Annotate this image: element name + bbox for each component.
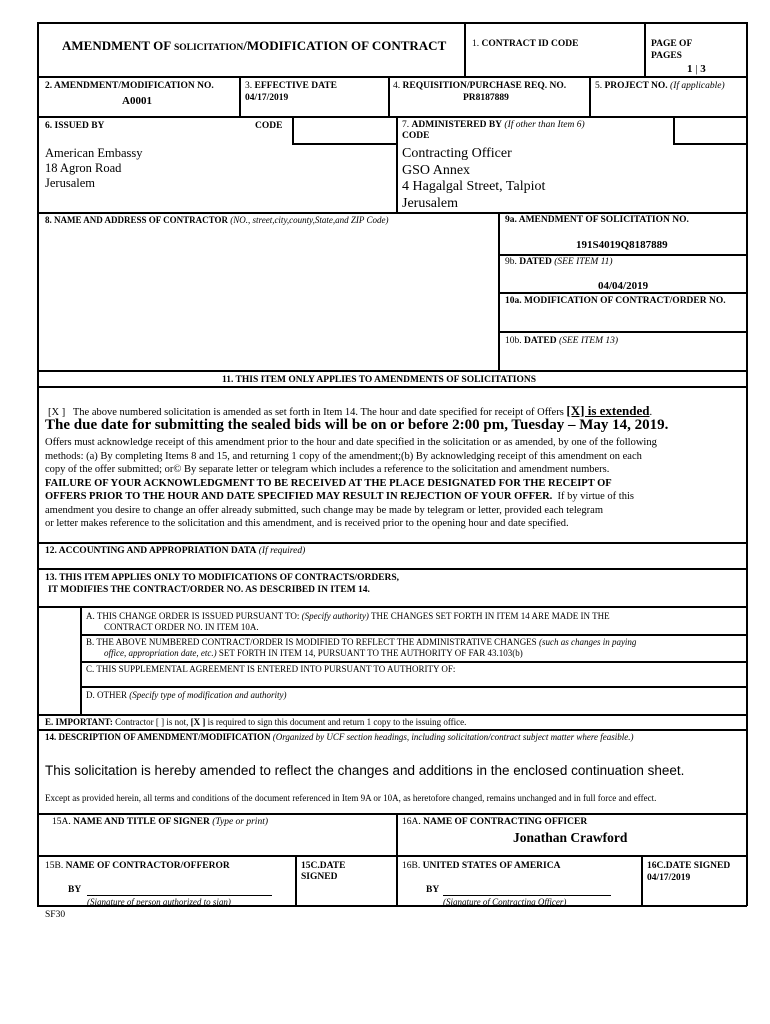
except-clause: Except as provided herein, all terms and conditions of the document referenced in Item 9A or 10A, as heretofore changed, remains unchanged and in full force and effect. [45, 793, 657, 803]
admin-line: Jerusalem [402, 195, 458, 211]
by-label-officer: BY [426, 885, 440, 895]
issued-by-address [45, 146, 143, 191]
description-text: 14. DESCRIPTION OF AMENDMENT/MODIFICATION [45, 732, 271, 742]
officer-date-value: 04/17/2019 [647, 873, 691, 883]
officer-date-label: 16C.DATE SIGNED [647, 861, 731, 871]
item13-b-text2: SET FORTH IN ITEM 14, PURSUANT TO THE AUTHORITY OF FAR 43.103(b) [218, 648, 523, 658]
contractor-note: (NO., street,city,county,State,and ZIP Code) [230, 215, 389, 225]
description-label [45, 732, 634, 743]
eff-date-label [245, 81, 337, 92]
item13-a[interactable] [86, 611, 610, 633]
para-line: copy of the offer submitted; or© By separate letter or telegram which includes a reference to the solicitation and amendment numbers. [45, 464, 610, 475]
dated-10b-text: DATED [524, 336, 557, 346]
page-label: PAGE OF [651, 39, 693, 49]
form-title [62, 38, 446, 54]
item13-b-text: B. THE ABOVE NUMBERED CONTRACT/ORDER IS MODIFIED TO REFLECT THE ADMINISTRATIVE CHANGES [86, 637, 537, 647]
amend-sol-value: 191S4019Q8187889 [576, 239, 668, 251]
s15b-num: 15B. [45, 861, 64, 871]
item13-a-text3: CONTRACT ORDER NO. IN ITEM 10A. [104, 622, 259, 632]
admin-note: (If other than Item 6) [504, 120, 585, 130]
admin-code-label: CODE [402, 131, 430, 141]
item11-paragraph [45, 436, 657, 531]
s16b-num: 16B. [402, 861, 421, 871]
amend-no-label: 2. AMENDMENT/MODIFICATION NO. [45, 81, 214, 91]
important-text1: Contractor [ ] is not, [115, 717, 189, 727]
para-line: methods: (a) By completing Items 8 and 15, and returning 1 copy of the amendment;(b) By acknowledging receipt of this amendment on each [45, 450, 642, 462]
s16a-num: 16A. [402, 817, 421, 827]
item13-b-note: (such as changes in paying [538, 637, 637, 647]
pages-value: 3 [700, 63, 706, 75]
para-line: amendment you desire to change an offer already submitted, such change may be made by telegram or letter, provided each telegram [45, 504, 603, 516]
dated-10b-label [505, 336, 618, 347]
signer-name-label [52, 817, 268, 828]
item13-a-text: A. THIS CHANGE ORDER IS ISSUED PURSUANT TO: [86, 611, 300, 621]
dated-9b-note: (SEE ITEM 11) [554, 257, 613, 267]
amend-no-value: A0001 [122, 95, 152, 107]
item13-d-text: D. OTHER [86, 690, 127, 700]
important-notice [45, 717, 466, 728]
proj-note: (If applicable) [670, 81, 725, 91]
req-value: PR8187889 [463, 93, 509, 103]
officer-signature-caption: (Signature of Contracting Officer) [443, 897, 567, 907]
description-note: (Organized by UCF section headings, including solicitation/contract subject matter where feasible.) [272, 732, 634, 742]
item13-line2: IT MODIFIES THE CONTRACT/ORDER NO. AS DESCRIBED IN ITEM 14. [48, 585, 370, 595]
contracting-officer-name: Jonathan Crawford [513, 830, 628, 845]
issued-line: 18 Agron Road [45, 161, 122, 175]
failure-line: OFFERS PRIOR TO THE HOUR AND DATE SPECIFIED MAY RESULT IN REJECTION OF YOUR OFFER. [45, 491, 553, 502]
usa-label [402, 861, 560, 872]
item11-line1: [X ] The above numbered solicitation is amended as set forth in Item 14. The hour and date specified for receipt of Offers [X] is extended. [48, 403, 653, 418]
contracting-officer-label [402, 817, 587, 828]
due-date-text: The due date for submitting the sealed bids will be on or before 2:00 pm, Tuesday – May 14, 2019 [45, 417, 665, 433]
accounting-note: (If required) [258, 546, 306, 556]
failure-line: FAILURE OF YOUR ACKNOWLEDGMENT TO BE RECEIVED AT THE PLACE DESIGNATED FOR THE RECEIPT OF [45, 477, 612, 489]
admin-line: 4 Hagalgal Street, Talpiot [402, 179, 546, 194]
admin-num: 7. [402, 120, 410, 130]
item13-d[interactable] [86, 690, 286, 701]
eff-date-num: 3. [245, 81, 253, 91]
item11-heading: 11. THIS ITEM ONLY APPLIES TO AMENDMENTS OF SOLICITATIONS [222, 375, 537, 385]
dated-10b-num: 10b. [505, 336, 522, 346]
req-num: 4. [393, 81, 401, 91]
important-label: E. IMPORTANT: [45, 717, 113, 727]
eff-date-value: 04/17/2019 [245, 93, 289, 103]
administered-by-address [402, 146, 545, 212]
req-label [393, 81, 566, 92]
title-small: SOLICITATION [173, 43, 244, 53]
issued-line: American Embassy [45, 146, 143, 160]
date-signed-label [301, 861, 345, 883]
admin-text: ADMINISTERED BY [411, 120, 503, 130]
project-label [595, 81, 725, 92]
s15a-num: 15A. [52, 817, 71, 827]
item13-c[interactable]: C. THIS SUPPLEMENTAL AGREEMENT IS ENTERED INTO PURSUANT TO AUTHORITY OF: [86, 664, 456, 674]
s15a-text: NAME AND TITLE OF SIGNER [73, 817, 210, 827]
item11-line1-text: The above numbered solicitation is amended as set forth in Item 14. The hour and date specified for receipt of Offers [72, 407, 564, 418]
title-rest: /MODIFICATION OF CONTRACT [243, 38, 447, 53]
para-line: or letter makes reference to the solicitation and this amendment, and is received prior to the opening hour and date specified. [45, 518, 569, 529]
issued-code-label: CODE [255, 121, 283, 131]
admin-line: Contracting Officer [402, 146, 512, 161]
item13-a-text2: THE CHANGES SET FORTH IN ITEM 14 ARE MADE IN THE [370, 611, 610, 621]
issued-line: Jerusalem [45, 176, 95, 190]
contract-id-text: CONTRACT ID CODE [481, 39, 579, 49]
proj-text: PROJECT NO. [604, 81, 668, 91]
required-checkbox[interactable]: [X ] [190, 717, 206, 727]
administered-by-label [402, 120, 585, 131]
dated-10b-note: (SEE ITEM 13) [558, 336, 619, 346]
para-line: Offers must acknowledge receipt of this amendment prior to the hour and date specified in the solicitation or as amended, by one of the following [45, 437, 657, 448]
item13-line1: 13. THIS ITEM APPLIES ONLY TO MODIFICATIONS OF CONTRACTS/ORDERS, [45, 573, 400, 583]
contractor-offeror-label [45, 861, 230, 872]
important-text2: is required to sign this document and return 1 copy to the issuing office. [207, 717, 467, 727]
due-date-notice: The due date for submitting the sealed bids will be on or before 2:00 pm, Tuesday – May 14, 2019. [45, 417, 669, 433]
failure-tail: If by virtue of this [557, 491, 634, 502]
amend-sol-label: 9a. AMENDMENT OF SOLICITATION NO. [505, 215, 689, 225]
s15a-note: (Type or print) [212, 817, 268, 827]
dated-9b-text: DATED [519, 257, 552, 267]
page-count: 1 | 3 [687, 63, 706, 75]
item13-b[interactable] [86, 637, 636, 659]
eff-date-text: EFFECTIVE DATE [254, 81, 337, 91]
item11-checkbox[interactable]: [X ] [48, 407, 66, 418]
item13-a-note: (Specify authority) [301, 611, 369, 621]
title-main: AMENDMENT OF [62, 38, 171, 53]
s16b-text: UNITED STATES OF AMERICA [422, 861, 561, 871]
s15b-text: NAME OF CONTRACTOR/OFFEROR [65, 861, 230, 871]
s15c-line1: 15C.DATE [301, 861, 346, 871]
contract-id-label [472, 39, 578, 50]
mod-contract-label: 10a. MODIFICATION OF CONTRACT/ORDER NO. [505, 296, 726, 306]
pages-label: PAGES [651, 51, 682, 61]
req-text: REQUISITION/PURCHASE REQ. NO. [402, 81, 567, 91]
dated-9b-label [505, 257, 613, 268]
extended-flag: [X] is extended [566, 403, 650, 418]
accounting-text: 12. ACCOUNTING AND APPROPRIATION DATA [45, 546, 257, 556]
officer-signature-line[interactable] [443, 895, 611, 896]
accounting-label [45, 546, 305, 557]
issued-by-label: 6. ISSUED BY [45, 121, 105, 131]
contractor-signature-line[interactable] [87, 895, 272, 896]
admin-line: GSO Annex [402, 162, 471, 178]
item13-b-note2: office, appropriation date, etc.) [104, 648, 217, 658]
proj-num: 5. [595, 81, 603, 91]
contractor-label [45, 215, 389, 226]
dated-9b-num: 9b. [505, 257, 517, 267]
by-label-contractor: BY [68, 885, 82, 895]
form-number: SF30 [45, 910, 66, 920]
amendment-description: This solicitation is hereby amended to reflect the changes and additions in the enclosed continuation sheet. [45, 763, 685, 778]
page-value: 1 [687, 63, 693, 75]
item13-d-note: (Specify type of modification and authority) [129, 690, 287, 700]
s15c-line2: SIGNED [301, 872, 338, 882]
contractor-signature-caption: (Signature of person authorized to sign) [87, 897, 231, 907]
contractor-text: 8. NAME AND ADDRESS OF CONTRACTOR [45, 215, 229, 225]
contract-id-num: 1. [472, 39, 480, 49]
s16a-text: NAME OF CONTRACTING OFFICER [423, 817, 588, 827]
dated-9b-value: 04/04/2019 [598, 280, 649, 292]
